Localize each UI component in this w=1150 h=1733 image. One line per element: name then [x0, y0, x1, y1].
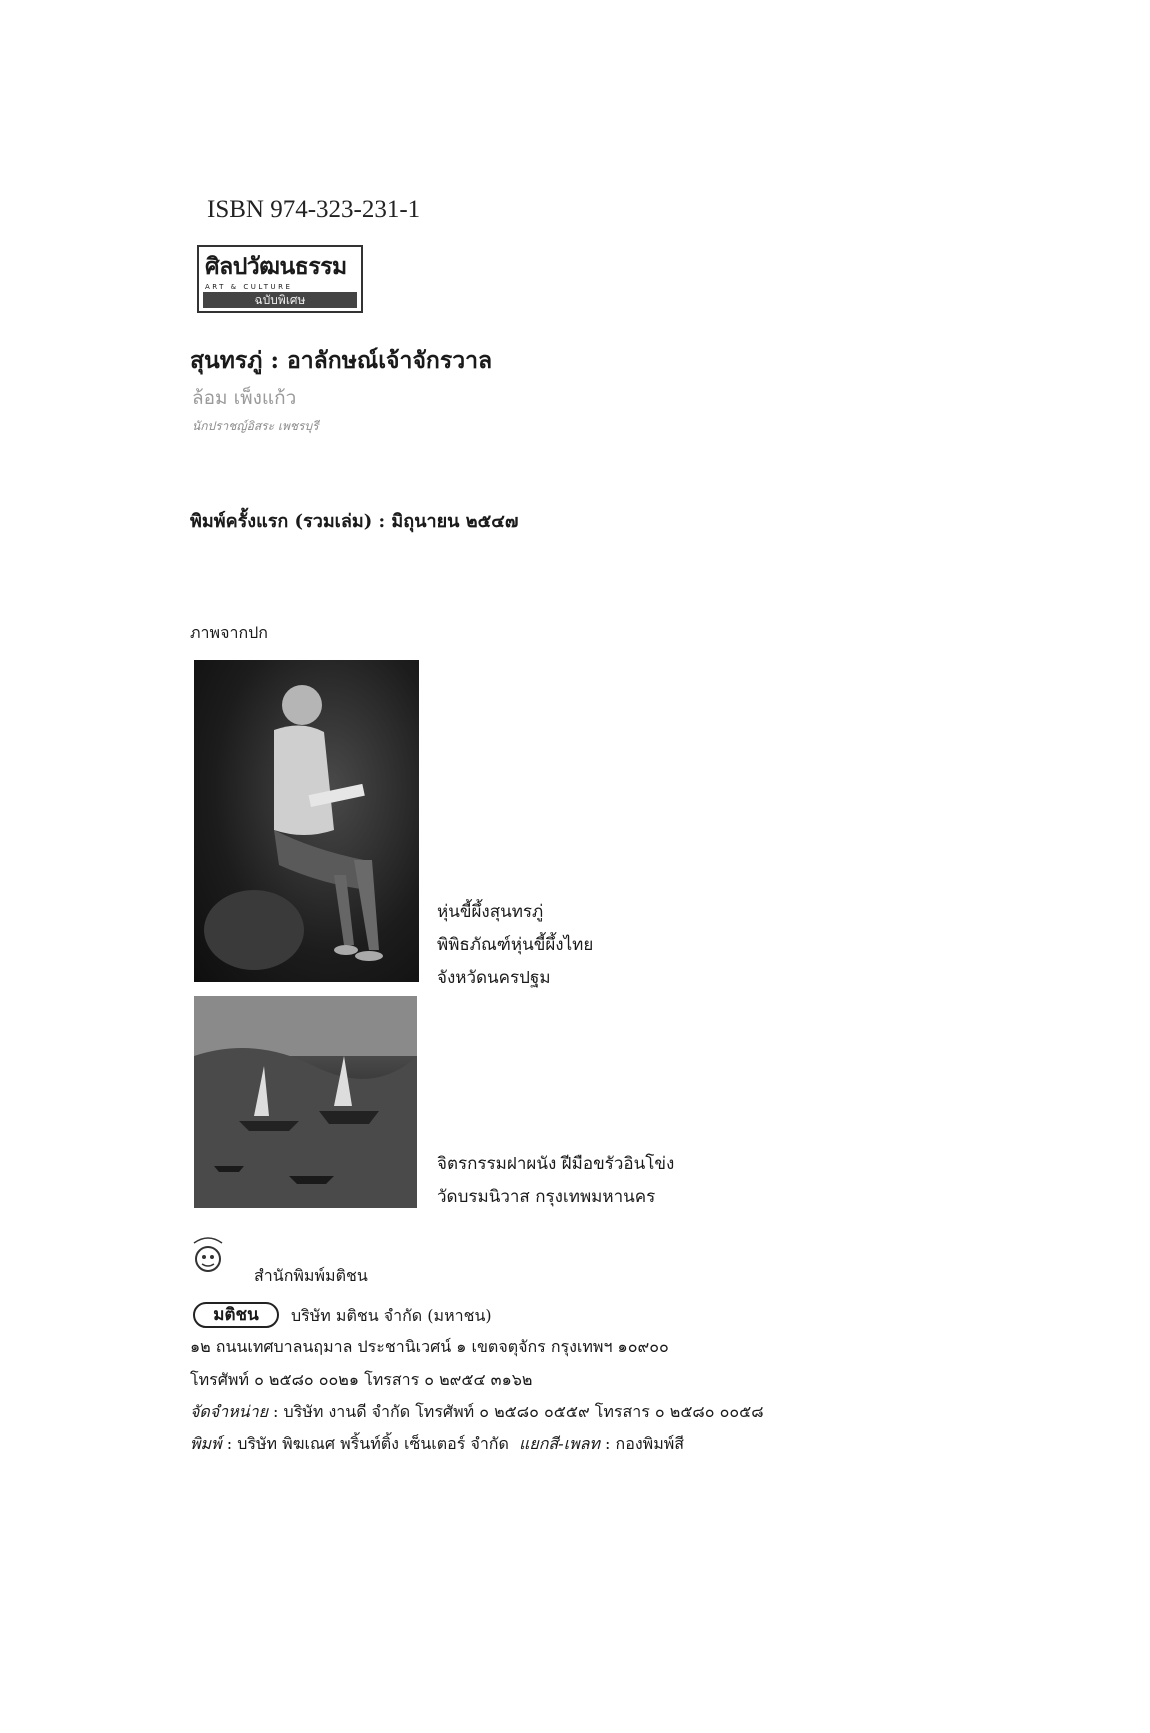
label-colon: : [221, 1434, 238, 1453]
color-separation-text: กองพิมพ์สี [615, 1434, 685, 1453]
caption-mural [437, 1148, 674, 1214]
distribution-label: จัดจำหน่าย [190, 1402, 268, 1421]
isbn: ISBN 974-323-231-1 [207, 196, 421, 223]
phone-line: โทรศัพท์ ๐ ๒๕๘๐ ๐๐๒๑ โทรสาร ๐ ๒๙๕๔ ๓๑๖๒ [190, 1370, 533, 1389]
address: ๑๒ ถนนเทศบาลนฤมาล ประชานิเวศน์ ๑ เขตจตุจักร กรุงเทพฯ ๑๐๙๐๐ [190, 1337, 669, 1356]
caption-line: วัดบรมนิวาส กรุงเทพมหานคร [437, 1187, 656, 1207]
matichon-logo: มติชน [193, 1302, 279, 1328]
color-separation-label: แยกสี-เพลท [519, 1434, 600, 1453]
label-colon: : [267, 1402, 284, 1421]
series-logo [197, 245, 363, 313]
publisher-name: สำนักพิมพ์มติชน [254, 1266, 368, 1285]
caption-wax-figure [437, 896, 593, 995]
distribution-line [190, 1400, 764, 1425]
series-logo-subtitle: ART & CULTURE [205, 283, 293, 291]
series-logo-title: ศิลปวัฒนธรรม [205, 254, 347, 280]
book-title: สุนทรภู่ : อาลักษณ์เจ้าจักรวาล [190, 347, 493, 374]
mural-photo [194, 996, 417, 1208]
publisher-logo-icon [190, 1233, 226, 1277]
printing-text: บริษัท พิฆเณศ พริ้นท์ติ้ง เซ็นเตอร์ จำกัด [237, 1434, 509, 1453]
wax-figure-photo [194, 660, 419, 982]
label-colon: : [599, 1434, 616, 1453]
cover-label: ภาพจากปก [190, 623, 268, 642]
printing-line [190, 1432, 684, 1457]
series-logo-banner: ฉบับพิเศษ [203, 292, 357, 308]
author-note: นักปราชญ์อิสระ เพชรบุรี [192, 419, 319, 433]
caption-line: จิตรกรรมฝาผนัง ฝีมือขรัวอินโข่ง [437, 1154, 675, 1174]
caption-line: หุ่นขี้ผึ้งสุนทรภู่ [437, 902, 544, 922]
author: ล้อม เพ็งแก้ว [192, 387, 297, 409]
edition-line: พิมพ์ครั้งแรก (รวมเล่ม) : มิถุนายน ๒๕๔๗ [190, 511, 519, 532]
caption-line: พิพิธภัณฑ์หุ่นขี้ผึ้งไทย [437, 935, 594, 955]
company-name: บริษัท มติชน จำกัด (มหาชน) [291, 1306, 492, 1325]
printing-label: พิมพ์ [190, 1434, 222, 1453]
caption-line: จังหวัดนครปฐม [437, 968, 551, 988]
distribution-text: บริษัท งานดี จำกัด โทรศัพท์ ๐ ๒๕๘๐ ๐๕๕๙ โทรสาร ๐ ๒๕๘๐ ๐๐๕๘ [283, 1402, 764, 1421]
